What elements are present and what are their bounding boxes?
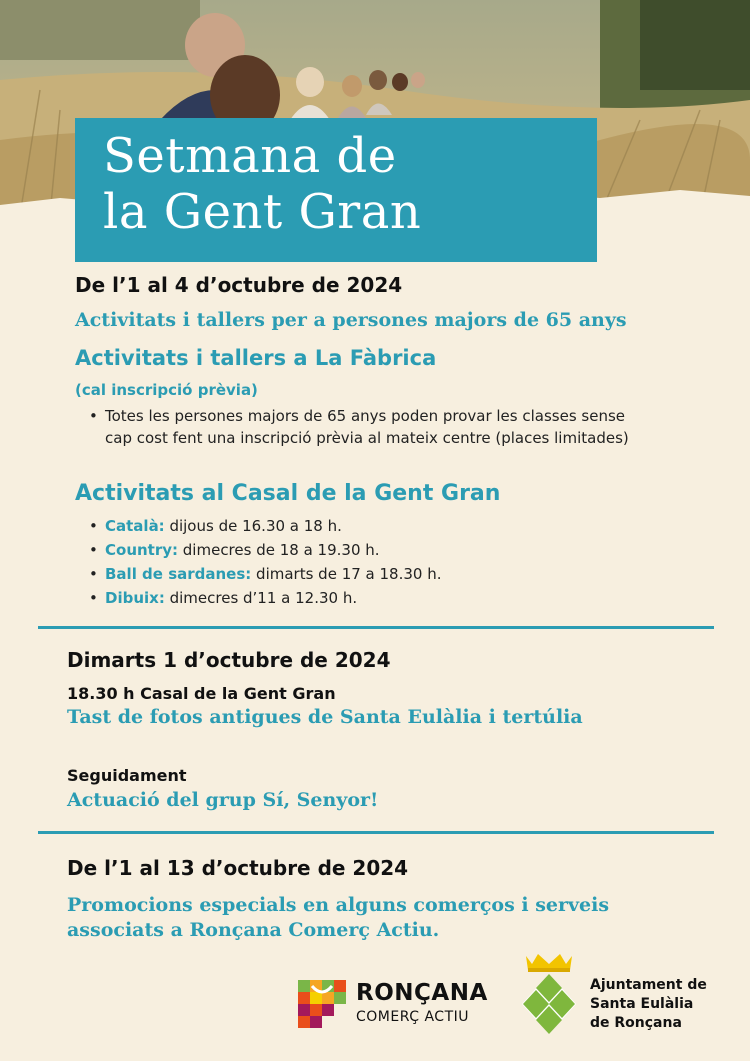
fabrica-heading: Activitats i tallers a La Fàbrica	[75, 346, 437, 370]
section2-event1: Tast de fotos antigues de Santa Eulàlia i tertúlia	[67, 706, 583, 728]
section1-subtitle: Activitats i tallers per a persones majors de 65 anys	[75, 309, 627, 331]
list-item	[75, 538, 715, 562]
section3-promo	[67, 893, 609, 943]
section2-date: Dimarts 1 d’octubre de 2024	[67, 648, 391, 672]
section2-time-place: 18.30 h Casal de la Gent Gran	[67, 684, 336, 703]
section2-then-label: Seguidament	[67, 766, 187, 785]
casal-item-text: dimecres de 18 a 19.30 h.	[178, 541, 380, 559]
title-line-2: la Gent Gran	[103, 184, 422, 240]
fabrica-bullet	[75, 405, 715, 449]
title-box	[75, 118, 597, 262]
fabrica-note: (cal inscripció prèvia)	[75, 381, 258, 399]
logo1-line2: COMERÇ ACTIU	[356, 1009, 470, 1025]
casal-item-label: Country:	[105, 541, 179, 559]
casal-item-label: Català:	[105, 517, 165, 535]
casal-item-text: dimarts de 17 a 18.30 h.	[251, 565, 442, 583]
casal-list	[75, 514, 715, 610]
logo1-line1: RONÇANA	[356, 980, 488, 1006]
casal-heading: Activitats al Casal de la Gent Gran	[75, 481, 501, 506]
logo2-line3: de Ronçana	[590, 1015, 682, 1031]
comerc-actiu-icon	[298, 980, 350, 1032]
list-item	[75, 562, 715, 586]
fabrica-bullet-line2: cap cost fent una inscripció prèvia al mateix centre (places limitades)	[105, 429, 629, 447]
list-item	[75, 514, 715, 538]
section3-dates: De l’1 al 13 d’octubre de 2024	[67, 856, 409, 880]
section2-event2: Actuació del grup Sí, Senyor!	[67, 789, 379, 811]
ajuntament-logo	[518, 950, 718, 1040]
list-item	[75, 586, 715, 610]
casal-item-text: dijous de 16.30 a 18 h.	[164, 517, 342, 535]
logo2-line2: Santa Eulàlia	[590, 996, 694, 1012]
title-line-1: Setmana de	[103, 128, 397, 184]
logo2-text	[590, 976, 707, 1033]
fabrica-bullet-line1: Totes les persones majors de 65 anys poden provar les classes sense	[105, 407, 626, 425]
logo2-line1: Ajuntament de	[590, 977, 707, 993]
coat-of-arms-icon	[518, 950, 580, 1038]
casal-item-text: dimecres d’11 a 12.30 h.	[164, 589, 358, 607]
casal-item-label: Dibuix:	[105, 589, 165, 607]
section1-dates: De l’1 al 4 d’octubre de 2024	[75, 273, 403, 297]
divider-1	[38, 626, 714, 629]
casal-item-label: Ball de sardanes:	[105, 565, 252, 583]
divider-2	[38, 831, 714, 834]
fabrica-bullets	[75, 405, 715, 449]
roncana-comerc-actiu-logo	[298, 980, 498, 1035]
promo-line-2: associats a Ronçana Comerç Actiu.	[67, 919, 440, 941]
promo-line-1: Promocions especials en alguns comerços i serveis	[67, 894, 610, 916]
